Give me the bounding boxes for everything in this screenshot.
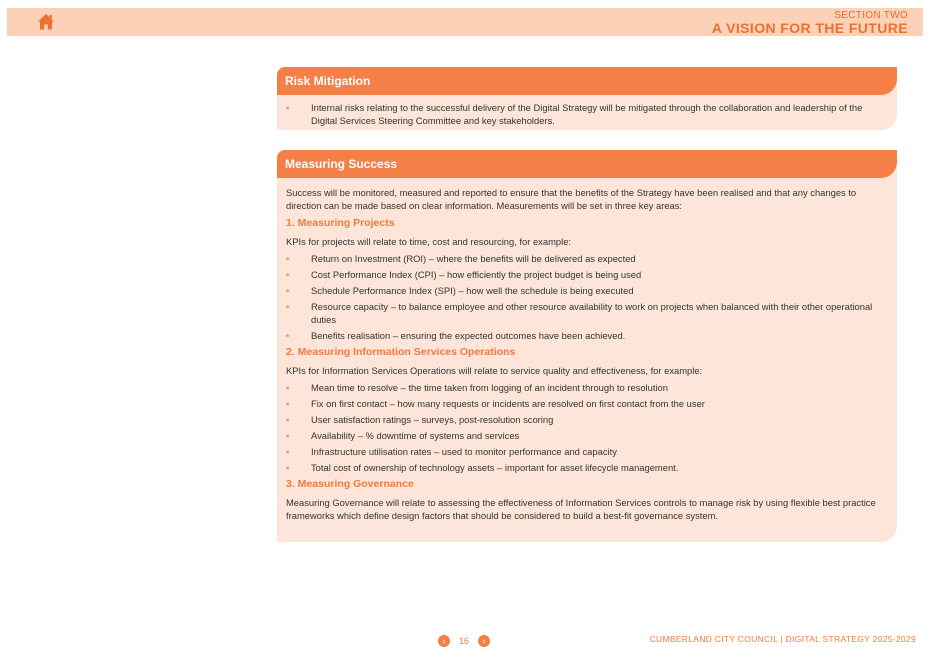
measuring-success-title: Measuring Success (277, 150, 897, 178)
measuring-operations-heading: 2. Measuring Information Services Operations (286, 346, 516, 358)
bullet-text: Resource capacity – to balance employee and other resource availability to work on projects when balanced with their other operational duties (311, 301, 873, 325)
risk-mitigation-card (277, 67, 897, 130)
risk-mitigation-body (277, 95, 897, 136)
operations-bullet-list (286, 381, 877, 474)
bullet-icon: • (286, 430, 290, 441)
measuring-governance-text: Measuring Governance will relate to assessing the effectiveness of Information Services controls to manage risk by using flexible best practice frameworks which define design factors that should be considered to build a best-fit governance system. (286, 497, 876, 521)
list-item (286, 445, 877, 458)
bullet-text: Infrastructure utilisation rates – used to monitor performance and capacity (311, 446, 617, 457)
projects-bullet-list (286, 252, 877, 342)
bullet-icon: • (286, 301, 290, 312)
measuring-governance-heading: 3. Measuring Governance (286, 478, 414, 490)
bullet-icon: • (286, 446, 290, 457)
bullet-icon: • (286, 253, 290, 264)
measuring-operations-intro: KPIs for Information Services Operations will relate to service quality and effectiveness, for example: (286, 365, 703, 376)
list-item (286, 268, 877, 281)
bullet-icon: • (286, 414, 290, 425)
measuring-projects-heading: 1. Measuring Projects (286, 217, 395, 229)
list-item (286, 101, 877, 127)
chevron-right-icon[interactable]: › (478, 635, 490, 647)
list-item (286, 381, 877, 394)
bullet-text: Return on Investment (ROI) – where the benefits will be delivered as expected (311, 253, 636, 264)
section-title: A VISION FOR THE FUTURE (711, 20, 908, 36)
bullet-icon: • (286, 269, 290, 280)
measuring-intro: Success will be monitored, measured and reported to ensure that the benefits of the Strategy have been realised and that any changes to direction can be made based on clear information. Measurements will be set in three key areas: (286, 187, 857, 211)
bullet-text: Cost Performance Index (CPI) – how efficiently the project budget is being used (311, 269, 642, 280)
list-item (286, 397, 877, 410)
bullet-icon: • (286, 102, 290, 113)
bullet-icon: • (286, 330, 290, 341)
bullet-text: Internal risks relating to the successful delivery of the Digital Strategy will be mitigated through the collaboration and leadership of the Digital Services Steering Committee and key stakeholders. (311, 102, 863, 126)
bullet-text: Availability – % downtime of systems and services (311, 430, 520, 441)
bullet-icon: • (286, 398, 290, 409)
bullet-text: Fix on first contact – how many requests or incidents are resolved on first contact from the user (311, 398, 705, 409)
risk-mitigation-title: Risk Mitigation (277, 67, 897, 95)
bullet-text: Benefits realisation – ensuring the expected outcomes have been achieved. (311, 330, 626, 341)
footer-text: CUMBERLAND CITY COUNCIL | DIGITAL STRATEGY 2025-2029 (649, 634, 916, 644)
bullet-icon: • (286, 462, 290, 473)
risk-bullet-list (286, 101, 877, 127)
chevron-left-icon[interactable]: ‹ (438, 635, 450, 647)
bullet-text: Mean time to resolve – the time taken from logging of an incident through to resolution (311, 382, 668, 393)
bullet-text: Schedule Performance Index (SPI) – how well the schedule is being executed (311, 285, 634, 296)
measuring-projects-intro: KPIs for projects will relate to time, cost and resourcing, for example: (286, 236, 572, 247)
page-number: 16 (459, 636, 470, 646)
section-label: SECTION TWO (834, 10, 908, 21)
list-item (286, 252, 877, 265)
list-item (286, 284, 877, 297)
measuring-success-body (277, 178, 897, 532)
list-item (286, 429, 877, 442)
list-item (286, 329, 877, 342)
bullet-text: User satisfaction ratings – surveys, post-resolution scoring (311, 414, 554, 425)
pager (438, 635, 490, 647)
bullet-text: Total cost of ownership of technology assets – important for asset lifecycle management. (311, 462, 679, 473)
list-item (286, 461, 877, 474)
list-item (286, 413, 877, 426)
home-icon[interactable] (37, 13, 55, 31)
list-item (286, 300, 877, 326)
bullet-icon: • (286, 285, 290, 296)
measuring-success-card (277, 150, 897, 542)
bullet-icon: • (286, 382, 290, 393)
